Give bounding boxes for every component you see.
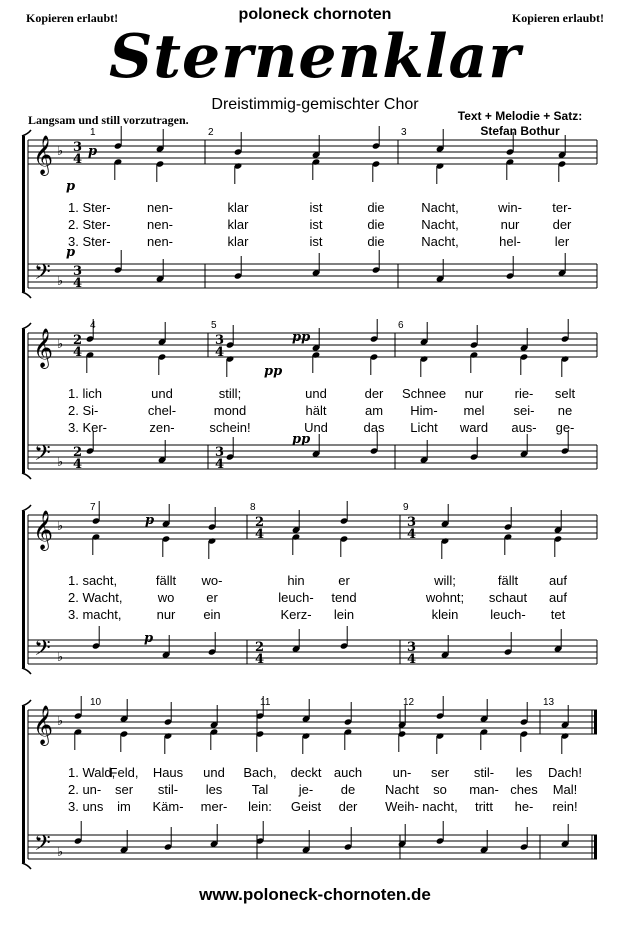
song-title: Sternenklar <box>108 22 522 92</box>
lyric-syllable: klein <box>431 607 459 622</box>
lyric-syllable: auf <box>548 573 568 588</box>
song-subtitle: Dreistimmig-gemischter Chor <box>211 96 419 113</box>
lyric-syllable: Geist <box>290 799 322 814</box>
lyric-syllable: rie- <box>514 386 534 401</box>
lyric-syllable: les <box>205 782 223 797</box>
lyric-syllable: Tal <box>251 782 269 797</box>
brand-name: poloneck chornoten <box>238 6 392 23</box>
time-signature-top: 3 <box>407 640 417 655</box>
lyric-syllable: wohnt; <box>425 590 465 605</box>
lyric-syllable: klar <box>227 200 249 215</box>
lyric-syllable: fällt <box>497 573 519 588</box>
lyric-syllable: nen- <box>146 234 174 249</box>
lyric-syllable: nur <box>156 607 176 622</box>
key-flat-icon: ♭ <box>57 713 64 728</box>
bracket-hook-top <box>22 700 31 706</box>
lyric-syllable: er <box>338 573 350 588</box>
lyric-syllable: fällt <box>155 573 177 588</box>
lyric-syllable: nen- <box>146 217 174 232</box>
lyric-syllable: wo <box>157 590 175 605</box>
lyric-syllable: chel- <box>147 403 177 418</box>
lyric-syllable: Bach, <box>243 765 277 780</box>
lyric-syllable: ein <box>203 607 221 622</box>
bracket-hook-bottom <box>22 473 31 479</box>
lyric-syllable: so <box>433 782 447 797</box>
measure-number: 8 <box>250 502 256 513</box>
time-signature-bottom: 4 <box>73 345 83 360</box>
time-signature-bottom: 4 <box>215 457 225 472</box>
lyric-syllable: nur <box>500 217 520 232</box>
time-signature-top: 2 <box>255 640 265 655</box>
lyric-syllable: sei- <box>513 403 535 418</box>
lyric-syllable: Dach! <box>548 765 582 780</box>
dynamic-marking: pp <box>292 330 311 345</box>
lyric-syllable: auf <box>548 590 568 605</box>
measure-number: 3 <box>401 127 407 138</box>
time-signature-bottom: 4 <box>407 652 417 667</box>
lyric-syllable: rein! <box>552 799 578 814</box>
time-signature-bottom: 4 <box>407 527 417 542</box>
bass-clef-icon: 𝄢 <box>34 441 51 471</box>
measure-number: 13 <box>543 697 555 708</box>
lyric-syllable: will; <box>434 573 456 588</box>
lyric-syllable: nur <box>464 386 484 401</box>
lyric-syllable: aus- <box>511 420 537 435</box>
lyric-syllable: Haus <box>152 765 184 780</box>
lyric-syllable: 1. sacht, <box>68 573 118 588</box>
dynamic-marking: p <box>66 245 76 260</box>
measure-number: 12 <box>403 697 415 708</box>
time-signature-bottom: 4 <box>73 457 83 472</box>
lyric-syllable: wo- <box>201 573 223 588</box>
measure-number: 2 <box>208 127 214 138</box>
lyric-syllable: die <box>367 234 385 249</box>
lyric-syllable: 1. lich <box>68 386 102 401</box>
time-signature-top: 2 <box>73 333 83 348</box>
time-signature-top: 3 <box>215 445 225 460</box>
key-flat-icon: ♭ <box>57 273 64 288</box>
treble-clef-icon: 𝄞 <box>33 705 54 745</box>
copy-notice-left: Kopieren erlaubt! <box>26 11 119 25</box>
lyric-syllable: leuch- <box>278 590 314 605</box>
lyric-syllable: und <box>305 386 327 401</box>
lyric-syllable: auch <box>333 765 363 780</box>
measure-number: 9 <box>403 502 409 513</box>
lyric-syllable: nacht, <box>422 799 458 814</box>
final-barline-thick <box>594 835 597 859</box>
lyric-syllable: schaut <box>488 590 528 605</box>
measure-number: 11 <box>260 697 271 708</box>
system-bracket <box>22 511 25 668</box>
bracket-hook-top <box>22 130 31 136</box>
time-signature-bottom: 4 <box>255 527 265 542</box>
dynamic-marking: p <box>144 631 154 646</box>
lyric-syllable: selt <box>554 386 576 401</box>
lyric-syllable: er <box>206 590 218 605</box>
lyric-syllable: 3. Ker- <box>68 420 108 435</box>
lyric-syllable: Nacht <box>385 782 419 797</box>
lyric-syllable: Him- <box>410 403 438 418</box>
time-signature-top: 3 <box>73 140 83 155</box>
lyric-syllable: 3. macht, <box>68 607 122 622</box>
bracket-hook-top <box>22 505 31 511</box>
lyric-syllable: Nacht, <box>421 217 459 232</box>
lyric-syllable: de <box>340 782 356 797</box>
lyric-syllable: Weih- <box>385 799 419 814</box>
lyric-syllable: tet <box>550 607 566 622</box>
lyric-syllable: Käm- <box>152 799 184 814</box>
time-signature-bottom: 4 <box>73 152 83 167</box>
key-flat-icon: ♭ <box>57 649 64 664</box>
lyric-syllable: un- <box>392 765 412 780</box>
lyric-syllable: Licht <box>410 420 438 435</box>
bass-clef-icon: 𝄢 <box>34 831 51 861</box>
lyric-syllable: der <box>364 386 384 401</box>
key-flat-icon: ♭ <box>57 454 64 469</box>
lyric-syllable: die <box>367 200 385 215</box>
lyric-syllable: ser <box>114 782 134 797</box>
lyric-syllable: ne <box>557 403 573 418</box>
dynamic-marking: p <box>66 179 76 194</box>
bracket-hook-bottom <box>22 863 31 869</box>
bracket-hook-top <box>22 323 31 329</box>
lyric-syllable: und <box>151 386 173 401</box>
lyric-syllable: das <box>363 420 385 435</box>
lyric-syllable: win- <box>498 200 522 215</box>
lyric-syllable: stil- <box>473 765 495 780</box>
lyric-syllable: Feld, <box>109 765 139 780</box>
lyric-syllable: die <box>367 217 385 232</box>
lyric-syllable: 2. Ster- <box>68 217 111 232</box>
lyric-syllable: mel <box>463 403 485 418</box>
lyric-syllable: tritt <box>474 799 494 814</box>
time-signature-bottom: 4 <box>215 345 225 360</box>
credits-line-2: Stefan Bothur <box>480 124 560 138</box>
lyric-syllable: ist <box>309 200 323 215</box>
bass-clef-icon: 𝄢 <box>34 636 51 666</box>
lyric-syllable: 1. Ster- <box>68 200 111 215</box>
bracket-hook-bottom <box>22 668 31 674</box>
lyric-syllable: 2. Si- <box>68 403 99 418</box>
time-signature-top: 3 <box>407 515 417 530</box>
lyric-syllable: ward <box>459 420 489 435</box>
lyric-syllable: mond <box>213 403 247 418</box>
lyric-syllable: zen- <box>149 420 175 435</box>
lyric-syllable: les <box>515 765 533 780</box>
lyric-syllable: Schnee <box>401 386 447 401</box>
key-flat-icon: ♭ <box>57 143 64 158</box>
lyric-syllable: he- <box>514 799 534 814</box>
bracket-hook-bottom <box>22 292 31 298</box>
time-signature-top: 2 <box>255 515 265 530</box>
lyric-syllable: stil- <box>157 782 179 797</box>
lyric-syllable: 3. Ster- <box>68 234 111 249</box>
lyric-syllable: ist <box>309 234 323 249</box>
treble-clef-icon: 𝄞 <box>33 510 54 550</box>
lyric-syllable: lein <box>333 607 355 622</box>
lyric-syllable: ches <box>510 782 538 797</box>
measure-number: 4 <box>90 320 96 331</box>
measure-number: 6 <box>398 320 404 331</box>
time-signature-top: 2 <box>73 445 83 460</box>
lyric-syllable: je- <box>298 782 314 797</box>
lyric-syllable: klar <box>227 217 249 232</box>
lyric-syllable: 1. Wald, <box>68 765 116 780</box>
lyric-syllable: Nacht, <box>421 200 459 215</box>
credits-line-1: Text + Melodie + Satz: <box>457 109 583 123</box>
lyric-syllable: und <box>203 765 225 780</box>
lyric-syllable: hält <box>305 403 327 418</box>
lyric-syllable: der <box>338 799 358 814</box>
lyric-syllable: deckt <box>290 765 322 780</box>
dynamic-marking: pp <box>264 364 283 379</box>
treble-clef-icon: 𝄞 <box>33 328 54 368</box>
lyric-syllable: leuch- <box>490 607 526 622</box>
time-signature-top: 3 <box>215 333 225 348</box>
lyric-syllable: Mal! <box>552 782 578 797</box>
measure-number: 7 <box>90 502 96 513</box>
lyric-syllable: still; <box>218 386 242 401</box>
lyric-syllable: 2. Wacht, <box>68 590 123 605</box>
key-flat-icon: ♭ <box>57 518 64 533</box>
lyric-syllable: ge- <box>555 420 575 435</box>
time-signature-top: 3 <box>73 264 83 279</box>
system-bracket <box>22 329 25 473</box>
footer-url[interactable]: www.poloneck-chornoten.de <box>199 885 431 904</box>
lyric-syllable: ist <box>309 217 323 232</box>
measure-number: 1 <box>90 127 96 138</box>
lyric-syllable: lein: <box>248 799 272 814</box>
key-flat-icon: ♭ <box>57 844 64 859</box>
lyric-syllable: mer- <box>200 799 228 814</box>
lyric-syllable: tend <box>331 590 357 605</box>
lyric-syllable: klar <box>227 234 249 249</box>
lyric-syllable: Und <box>304 420 328 435</box>
lyric-syllable: der <box>552 217 572 232</box>
lyric-syllable: Kerz- <box>280 607 312 622</box>
lyric-syllable: Nacht, <box>421 234 459 249</box>
lyric-syllable: 2. un- <box>68 782 102 797</box>
lyric-syllable: nen- <box>146 200 174 215</box>
final-barline-thick <box>594 710 597 734</box>
measure-number: 10 <box>90 697 102 708</box>
lyric-syllable: man- <box>469 782 499 797</box>
lyric-syllable: 3. uns <box>68 799 104 814</box>
tempo-marking: Langsam und still vorzutragen. <box>28 113 189 127</box>
time-signature-bottom: 4 <box>73 276 83 291</box>
copy-notice-right: Kopieren erlaubt! <box>511 11 604 25</box>
measure-number: 5 <box>211 320 217 331</box>
lyric-syllable: schein! <box>209 420 251 435</box>
dynamic-marking: pp <box>292 432 311 447</box>
lyric-syllable: ler <box>554 234 570 249</box>
dynamic-marking: p <box>145 513 155 528</box>
time-signature-bottom: 4 <box>255 652 265 667</box>
lyric-syllable: im <box>117 799 131 814</box>
lyric-syllable: am <box>364 403 384 418</box>
lyric-syllable: hel- <box>499 234 521 249</box>
dynamic-marking: p <box>88 144 98 159</box>
lyric-syllable: ser <box>430 765 450 780</box>
system-bracket <box>22 136 25 292</box>
lyric-syllable: ter- <box>552 200 572 215</box>
treble-clef-icon: 𝄞 <box>33 135 54 175</box>
key-flat-icon: ♭ <box>57 336 64 351</box>
system-bracket <box>22 706 25 863</box>
lyric-syllable: hin <box>287 573 305 588</box>
bass-clef-icon: 𝄢 <box>34 260 51 290</box>
